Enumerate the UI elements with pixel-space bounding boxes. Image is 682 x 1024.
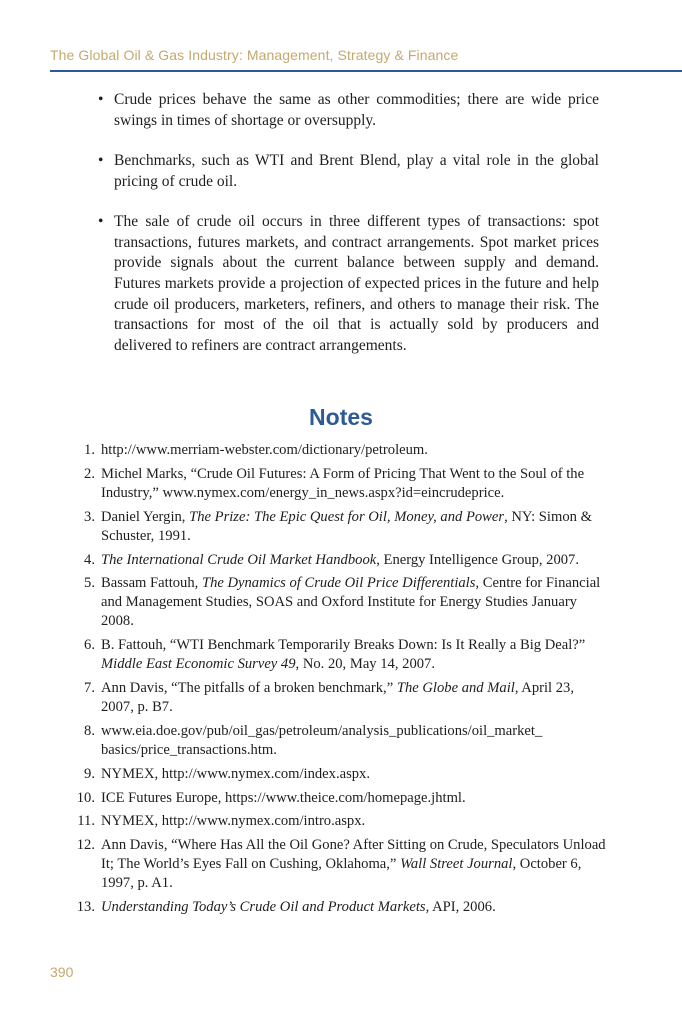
note-text: Bassam Fattouh, <box>101 575 202 592</box>
note-item <box>66 679 606 717</box>
note-number: 1. <box>84 442 95 458</box>
note-text-after: , NY: Simon & Schuster, 1991. <box>101 508 592 544</box>
note-text: NYMEX, http://www.nymex.com/index.aspx. <box>101 765 371 782</box>
bullet-marker: • <box>98 91 104 108</box>
bullet-item <box>98 212 599 357</box>
note-italic-title: The Globe and Mail <box>396 679 515 696</box>
note-text: Ann Davis, “The pitfalls of a broken benchmark,” <box>101 679 397 696</box>
note-text-after: , April 23, 2007, p. B7. <box>101 679 574 715</box>
note-number: 4. <box>84 551 95 568</box>
note-text-after: , Energy Intelligence Group, 2007. <box>376 551 580 568</box>
note-number: 8. <box>84 722 95 739</box>
note-text-after: , No. 20, May 14, 2007. <box>295 656 435 673</box>
note-number: 11. <box>77 813 95 830</box>
note-text-after: , API, 2006. <box>425 899 496 916</box>
note-number: 13. <box>76 899 95 916</box>
bullet-text: The sale of crude oil occurs in three different types of transactions: spot transactions, futures markets, and contract arrangements. Spot market prices provide signals about the current balance between supply and demand. Futures markets provide a projection of expected prices in the future and help crude oil producers, marketers, refiners, and others to manage their risk. The transactions for most of the oil that is actually sold by producers and delivered to refiners are contract arrangements. <box>114 212 599 355</box>
note-number: 3. <box>84 508 95 525</box>
note-italic-title: Middle East Economic Survey 49 <box>101 656 296 673</box>
running-head: The Global Oil & Gas Industry: Management, Strategy & Finance <box>50 47 459 63</box>
note-item <box>66 812 606 831</box>
note-text: Daniel Yergin, <box>101 508 190 525</box>
note-text: Michel Marks, “Crude Oil Futures: A Form of Pricing That Went to the Soul of the Industry,” www.nymex.com/energy_in_news.aspx?id=eincrudeprice. <box>101 465 585 501</box>
note-text: Ann Davis, “Where Has All the Oil Gone? After Sitting on Crude, Speculators Unload It; The World’s Eyes Fall on Cushing, Oklahoma,” <box>101 837 606 873</box>
note-item <box>66 465 606 503</box>
note-item <box>66 508 606 546</box>
bullet-marker: • <box>98 151 104 169</box>
note-item <box>66 551 606 570</box>
bullet-item <box>98 151 599 192</box>
note-italic-title: Understanding Today’s Crude Oil and Product Markets <box>101 899 426 916</box>
notes-heading: Notes <box>309 404 373 430</box>
bullet-text: Benchmarks, such as WTI and Brent Blend, play a vital role in the global pricing of crude oil. <box>114 151 599 190</box>
bullet-item <box>98 90 599 131</box>
note-item <box>66 898 606 917</box>
header-rule <box>50 70 682 72</box>
notes-list <box>66 441 606 922</box>
note-text: B. Fattouh, “WTI Benchmark Temporarily Breaks Down: Is It Really a Big Deal?” <box>101 637 586 654</box>
note-number: 10. <box>76 789 95 806</box>
note-italic-title: Wall Street Journal <box>400 856 513 873</box>
note-item <box>66 636 606 674</box>
note-italic-title: The Dynamics of Crude Oil Price Differentials <box>201 575 476 592</box>
note-number: 5. <box>84 575 95 592</box>
note-number: 12. <box>76 837 95 854</box>
note-item <box>66 765 606 784</box>
note-number: 7. <box>84 679 95 696</box>
note-item <box>66 789 606 808</box>
note-text-after: , Centre for Financial and Management Studies, SOAS and Oxford Institute for Energy Studies January 2008. <box>101 575 601 630</box>
note-number: 2. <box>84 465 95 482</box>
note-italic-title: The International Crude Oil Market Handbook <box>101 551 377 568</box>
note-text: NYMEX, http://www.nymex.com/intro.aspx. <box>101 813 366 830</box>
note-text: ICE Futures Europe, https://www.theice.com/homepage.jhtml. <box>101 789 466 806</box>
note-text-after: , October 6, 1997, p. A1. <box>101 856 582 892</box>
page-number: 390 <box>50 964 74 980</box>
note-item <box>66 836 606 893</box>
bullet-text: Crude prices behave the same as other commodities; there are wide price swings in times of shortage or oversupply. <box>114 91 599 129</box>
summary-bullet-list <box>98 90 599 376</box>
note-number: 6. <box>84 637 95 654</box>
note-item <box>66 722 606 760</box>
note-number: 9. <box>84 765 95 782</box>
note-item <box>66 574 606 631</box>
note-item <box>66 441 606 460</box>
note-text: www.eia.doe.gov/pub/oil_gas/petroleum/analysis_publications/oil_market_ basics/price_transactions.htm. <box>101 722 543 758</box>
note-italic-title: The Prize: The Epic Quest for Oil, Money, and Power <box>189 508 505 525</box>
bullet-marker: • <box>98 212 104 230</box>
note-text: http://www.merriam-webster.com/dictionary/petroleum. <box>101 442 428 458</box>
